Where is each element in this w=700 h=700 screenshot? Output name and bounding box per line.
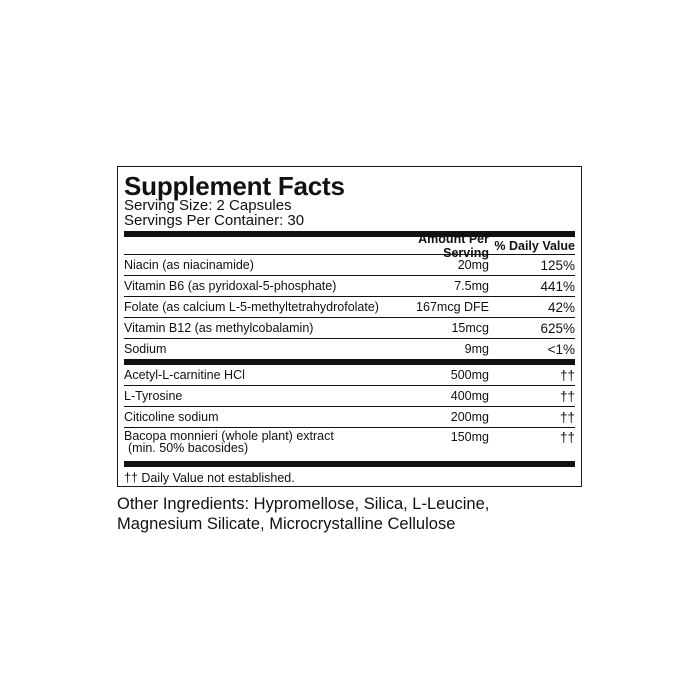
table-row — [124, 428, 575, 461]
ingredient-name-line1: Bacopa monnieri (whole plant) extract — [124, 429, 334, 443]
ingredient-name: Folate (as calcium L-5-methyltetrahydrofolate) — [124, 300, 379, 314]
servings-per-container: Servings Per Container: 30 — [124, 212, 305, 229]
table-row — [124, 365, 575, 385]
ingredient-dv: 625% — [540, 320, 575, 336]
ingredient-dv: 42% — [547, 299, 575, 315]
other-ingredients: Other Ingredients: Hypromellose, Silica, L-Leucine, Magnesium Silicate, Microcrystalline Cellulose — [117, 495, 490, 533]
table-row — [124, 386, 575, 406]
ingredient-amount: 200mg — [450, 410, 489, 424]
ingredient-name-line2: (min. 50% bacosides) — [128, 441, 249, 455]
table-row — [124, 339, 575, 359]
ingredient-name: Vitamin B6 (as pyridoxal-5-phosphate) — [124, 279, 337, 293]
supplement-facts-panel — [117, 166, 582, 487]
ingredient-amount: 150mg — [450, 430, 489, 444]
footnote: †† Daily Value not established. — [124, 471, 295, 485]
ingredient-name: Sodium — [124, 342, 167, 356]
ingredient-name: L-Tyrosine — [124, 389, 183, 403]
ingredient-amount: 9mg — [464, 342, 489, 356]
ingredient-dv: †† — [559, 367, 575, 383]
ingredient-dv: <1% — [547, 341, 575, 357]
ingredient-name — [124, 430, 379, 454]
panel-title: Supplement Facts — [124, 171, 345, 201]
ingredient-amount: 400mg — [450, 389, 489, 403]
ingredient-dv: 125% — [540, 257, 575, 273]
table-row — [124, 407, 575, 427]
ingredient-name: Niacin (as niacinamide) — [124, 258, 254, 272]
serving-size: Serving Size: 2 Capsules — [124, 197, 292, 214]
ingredient-amount: 500mg — [450, 368, 489, 382]
table-row — [124, 276, 575, 296]
ingredient-name: Vitamin B12 (as methylcobalamin) — [124, 321, 314, 335]
ingredient-dv: †† — [559, 409, 575, 425]
ingredient-amount: 20mg — [457, 258, 489, 272]
amount-per-serving-header: Amount Per Serving — [418, 231, 489, 260]
ingredient-dv: †† — [559, 388, 575, 404]
ingredient-dv: 441% — [540, 278, 575, 294]
ingredient-amount: 167mcg DFE — [416, 300, 489, 314]
ingredient-name: Acetyl-L-carnitine HCl — [124, 368, 245, 382]
daily-value-header: % Daily Value — [494, 238, 575, 253]
ingredient-name: Citicoline sodium — [124, 410, 219, 424]
table-row — [124, 255, 575, 275]
column-header-row — [124, 231, 575, 260]
ingredient-amount: 7.5mg — [454, 279, 489, 293]
table-row — [124, 318, 575, 338]
ingredient-dv: †† — [559, 430, 575, 445]
table-row — [124, 297, 575, 317]
ingredient-amount: 15mcg — [451, 321, 489, 335]
